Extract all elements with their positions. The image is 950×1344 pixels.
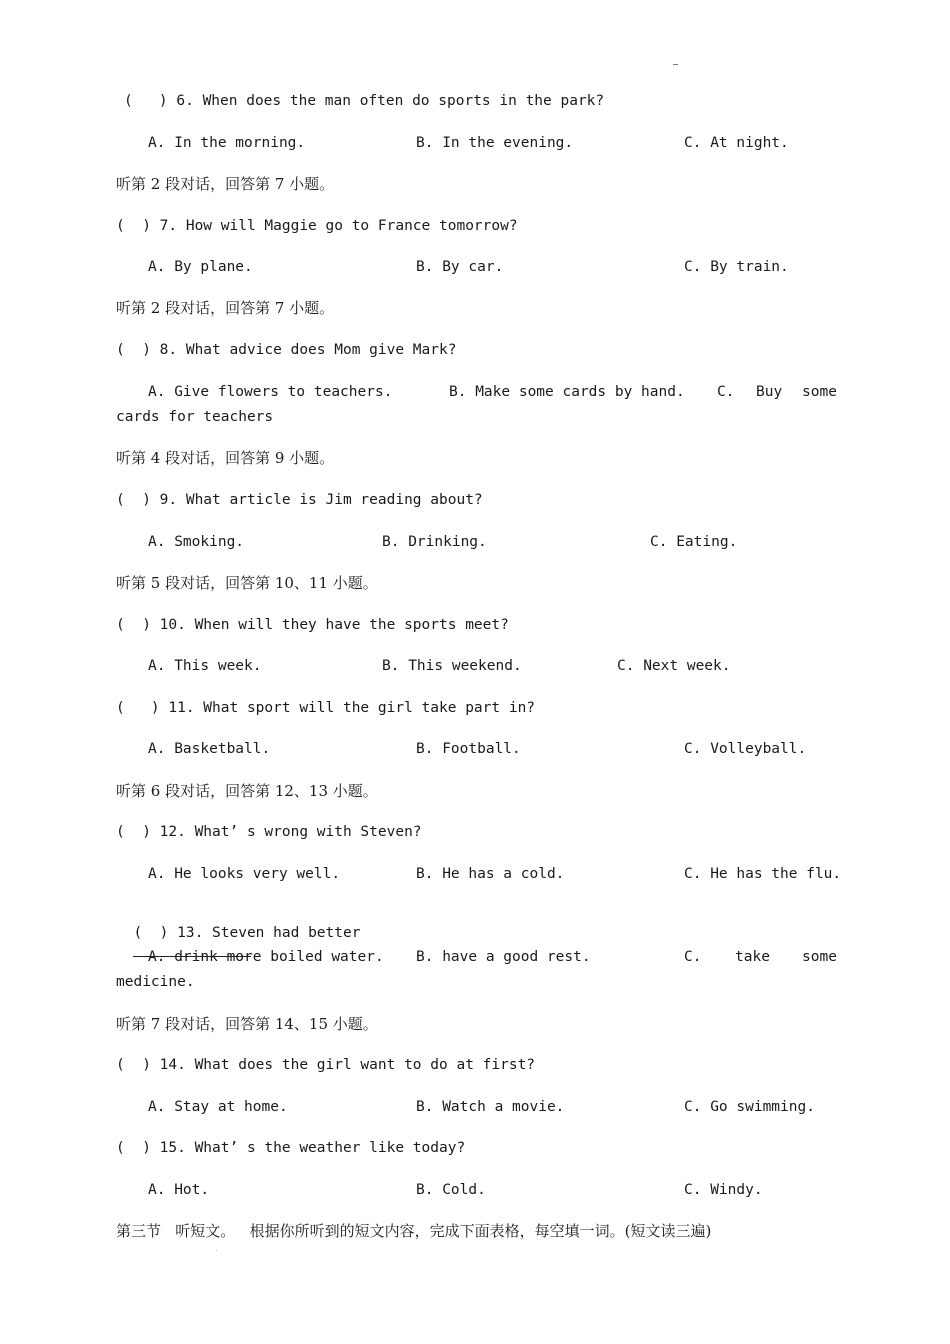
question-9-option-b: B. Drinking. <box>382 534 487 550</box>
question-10-option-b: B. This weekend. <box>382 658 522 674</box>
question-13-stem: ( ) 13. Steven had better <box>133 925 361 941</box>
question-8-option-b: B. Make some cards by hand. <box>449 384 685 400</box>
question-13-option-c-word1: take <box>735 949 770 965</box>
question-11-option-c: C. Volleyball. <box>684 741 807 757</box>
section-instruction-2: 听第 2 段对话，回答第 7 小题。 <box>116 175 335 193</box>
question-15-option-b: B. Cold. <box>416 1182 486 1198</box>
question-8-option-c-label: C. <box>717 384 735 400</box>
question-10-option-a: A. This week. <box>148 658 262 674</box>
question-6-stem: ( ) 6. When does the man often do sports in the park? <box>124 93 605 109</box>
question-6-option-a: A. In the morning. <box>148 135 306 151</box>
question-14-option-c: C. Go swimming. <box>684 1099 815 1115</box>
question-11-option-b: B. Football. <box>416 741 521 757</box>
question-11-option-a: A. Basketball. <box>148 741 271 757</box>
question-14-option-b: B. Watch a movie. <box>416 1099 565 1115</box>
question-14-option-a: A. Stay at home. <box>148 1099 288 1115</box>
page-speck <box>216 1250 217 1251</box>
question-13-option-a: A. drink more boiled water. <box>148 949 384 965</box>
question-8-option-a: A. Give flowers to teachers. <box>148 384 393 400</box>
question-11-stem: ( ) 11. What sport will the girl take part in? <box>116 700 536 716</box>
question-12-option-b: B. He has a cold. <box>416 866 565 882</box>
question-13-option-b: B. have a good rest. <box>416 949 591 965</box>
question-7-stem: ( ) 7. How will Maggie go to France tomorrow? <box>116 218 518 234</box>
question-6-option-c: C. At night. <box>684 135 789 151</box>
question-6-option-b: B. In the evening. <box>416 135 574 151</box>
section-instruction-5: 听第 5 段对话，回答第 10、11 小题。 <box>116 574 378 592</box>
question-8-option-c-word2: some <box>802 384 837 400</box>
question-9-stem: ( ) 9. What article is Jim reading about? <box>116 492 483 508</box>
section-instruction-7: 听第 7 段对话，回答第 14、15 小题。 <box>116 1015 378 1033</box>
question-9-option-c: C. Eating. <box>650 534 738 550</box>
question-12-option-c: C. He has the flu. <box>684 866 842 882</box>
question-13-option-c-cont: medicine. <box>116 974 195 990</box>
question-12-option-a: A. He looks very well. <box>148 866 341 882</box>
question-8-option-c-cont: cards for teachers <box>116 409 274 425</box>
question-9-option-a: A. Smoking. <box>148 534 245 550</box>
question-10-option-c: C. Next week. <box>617 658 731 674</box>
question-14-stem: ( ) 14. What does the girl want to do at first? <box>116 1057 536 1073</box>
question-15-option-a: A. Hot. <box>148 1182 210 1198</box>
section-instruction-3: 听第 2 段对话，回答第 7 小题。 <box>116 299 335 317</box>
question-13-option-c-word2: some <box>802 949 837 965</box>
section-instruction-6: 听第 6 段对话，回答第 12、13 小题。 <box>116 782 378 800</box>
header-mark <box>673 64 678 65</box>
question-7-option-c: C. By train. <box>684 259 789 275</box>
section-instruction-4: 听第 4 段对话，回答第 9 小题。 <box>116 449 335 467</box>
question-15-option-c: C. Windy. <box>684 1182 763 1198</box>
question-13-option-c-label: C. <box>684 949 702 965</box>
question-7-option-b: B. By car. <box>416 259 504 275</box>
question-12-stem: ( ) 12. What’ s wrong with Steven? <box>116 824 422 840</box>
question-7-option-a: A. By plane. <box>148 259 253 275</box>
question-10-stem: ( ) 10. When will they have the sports meet? <box>116 617 509 633</box>
question-15-stem: ( ) 15. What’ s the weather like today? <box>116 1140 466 1156</box>
question-8-option-c-word1: Buy <box>756 384 783 400</box>
section-3-heading: 第三节 听短文。 根据你所听到的短文内容，完成下面表格，每空填一词。(短文读三遍) <box>116 1222 712 1240</box>
question-8-stem: ( ) 8. What advice does Mom give Mark? <box>116 342 457 358</box>
